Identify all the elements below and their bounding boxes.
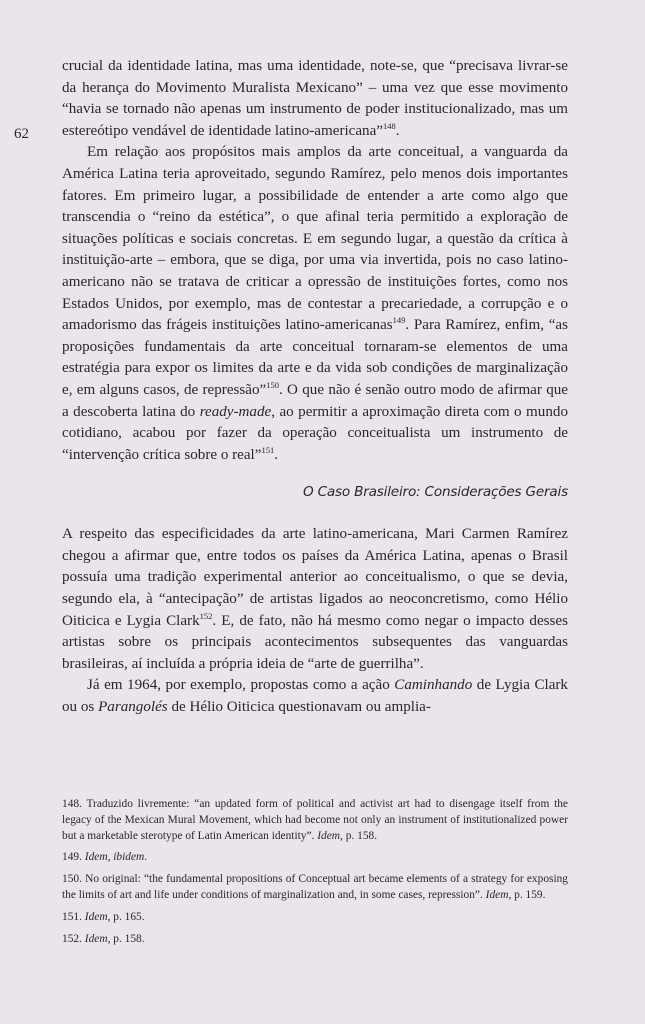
text-run: . [395, 122, 400, 139]
text-run: , p. 158. [340, 829, 378, 842]
italic-text: Idem [84, 932, 108, 945]
paragraphs-before [62, 56, 568, 466]
text-run: 150. No original: “the fundamental propositions of Conceptual art became elements of a strategy for exposing the limits of art and life under conditions of marginalization and, in some cases, repression”. [62, 873, 568, 901]
italic-text: Parangolés [98, 699, 168, 716]
text-run: 148. Traduzido livremente: “an updated form of political and activist art had to disengage itself from the legacy of the Mexican Mural Movement, which had become not only an instrument of institutionalized power but a marketable sterotype of Latin American identity”. [62, 798, 568, 842]
paragraph [62, 56, 568, 142]
text-run: . Para Ramírez, enfim, “as proposições fundamentais da arte conceitual tornaram-se elementos de uma estratégia para expor os limites da arte e da vida sob condições de marginalização e, em alguns casos, de repressão” [62, 317, 568, 398]
text-run: , p. 159. [508, 888, 546, 901]
paragraph [62, 142, 568, 466]
text-run: de Hélio Oiticica questionavam ou amplia- [167, 699, 431, 716]
text-run: 151. [62, 910, 85, 923]
text-run: Já em 1964, por exemplo, propostas como a ação [87, 677, 395, 694]
text-run: . E, de fato, não há mesmo como negar o impacto desses artistas sobre os principais acontecimentos subsequentes das vanguardas brasileiras, aí incluída a própria ideia de “arte de guerrilha”. [62, 612, 569, 672]
text-run: 152. [62, 932, 85, 945]
body-text [62, 56, 568, 719]
section-heading: O Caso Brasileiro: Considerações Gerais [302, 484, 568, 501]
footnote [62, 797, 568, 844]
text-run: , p. 165. [107, 910, 145, 923]
footnote-ref: 149 [392, 315, 406, 326]
paragraph [62, 675, 568, 718]
page-number: 62 [14, 126, 29, 142]
text-run: 149. [62, 851, 85, 864]
text-run: , p. 158. [107, 932, 145, 945]
footnote-ref: 152 [199, 610, 213, 621]
footnote-ref: 150 [266, 379, 279, 390]
italic-text: ibidem [113, 851, 145, 864]
italic-text: Idem [317, 829, 341, 842]
text-run: , ao permitir a aproximação direta com o mundo cotidiano, acabou por fazer da operação conceitualista um instrumento de “intervenção crítica sobre o real” [62, 403, 568, 463]
footnote [62, 850, 568, 866]
text-run: crucial da identidade latina, mas uma identidade, note-se, que “precisava livrar-se da herança do Movimento Muralista Mexicano” – uma vez que esse movimento “havia se tornado não apenas um instrumento de poder institucionalizado, mas um estereótipo vendável de identidade latino-americana” [62, 58, 568, 139]
footnote [62, 932, 568, 948]
italic-text: ready-made [199, 403, 272, 420]
paragraphs-after [62, 524, 568, 718]
text-run: A respeito das especificidades da arte latino-americana, Mari Carmen Ramírez chegou a afirmar que, entre todos os países da América Latina, apenas o Brasil possuía uma tradição experimental anterior ao conceitualismo, o que se devia, segundo ela, à “antecipação” de artistas ligados ao neoconcretismo, como Hélio Oiticica e Lygia Clark [62, 526, 568, 629]
paragraph [62, 524, 568, 675]
footnote-ref: 151 [261, 444, 275, 455]
italic-text: Caminhando [394, 677, 473, 694]
italic-text: Idem [485, 888, 509, 901]
footnote [62, 872, 568, 904]
text-run: de Lygia Clark ou os [62, 677, 568, 716]
italic-text: Idem [84, 910, 108, 923]
text-run: . O que não é senão outro modo de afirmar que a descoberta latina do [62, 381, 568, 420]
italic-text: Idem [84, 851, 108, 864]
footnote-ref: 148 [383, 120, 396, 131]
footnotes [62, 797, 568, 953]
text-run: Em relação aos propósitos mais amplos da arte conceitual, a vanguarda da América Latina teria aproveitado, segundo Ramírez, pelo menos dois importantes fatores. Em primeiro lugar, a possibilidade de entender a arte como algo que transcendia o “reino da estética”, o que afinal teria permitido a exploração de situações políticas e sociais concretas. E em segundo lugar, a questão da crítica à instituição-arte – embora, que se diga, por uma via invertida, pois no caso latino-americano não se tratava de criticar a opressão de instituições fortes, como nos Estados Unidos, por exemplo, mas de contestar a precariedade, a corrupção e o amadorismo das frágeis instituições latino-americanas [62, 144, 568, 334]
text-run: . [144, 851, 148, 864]
footnote [62, 910, 568, 926]
text-run: , [107, 851, 114, 864]
text-run: . [274, 446, 278, 463]
